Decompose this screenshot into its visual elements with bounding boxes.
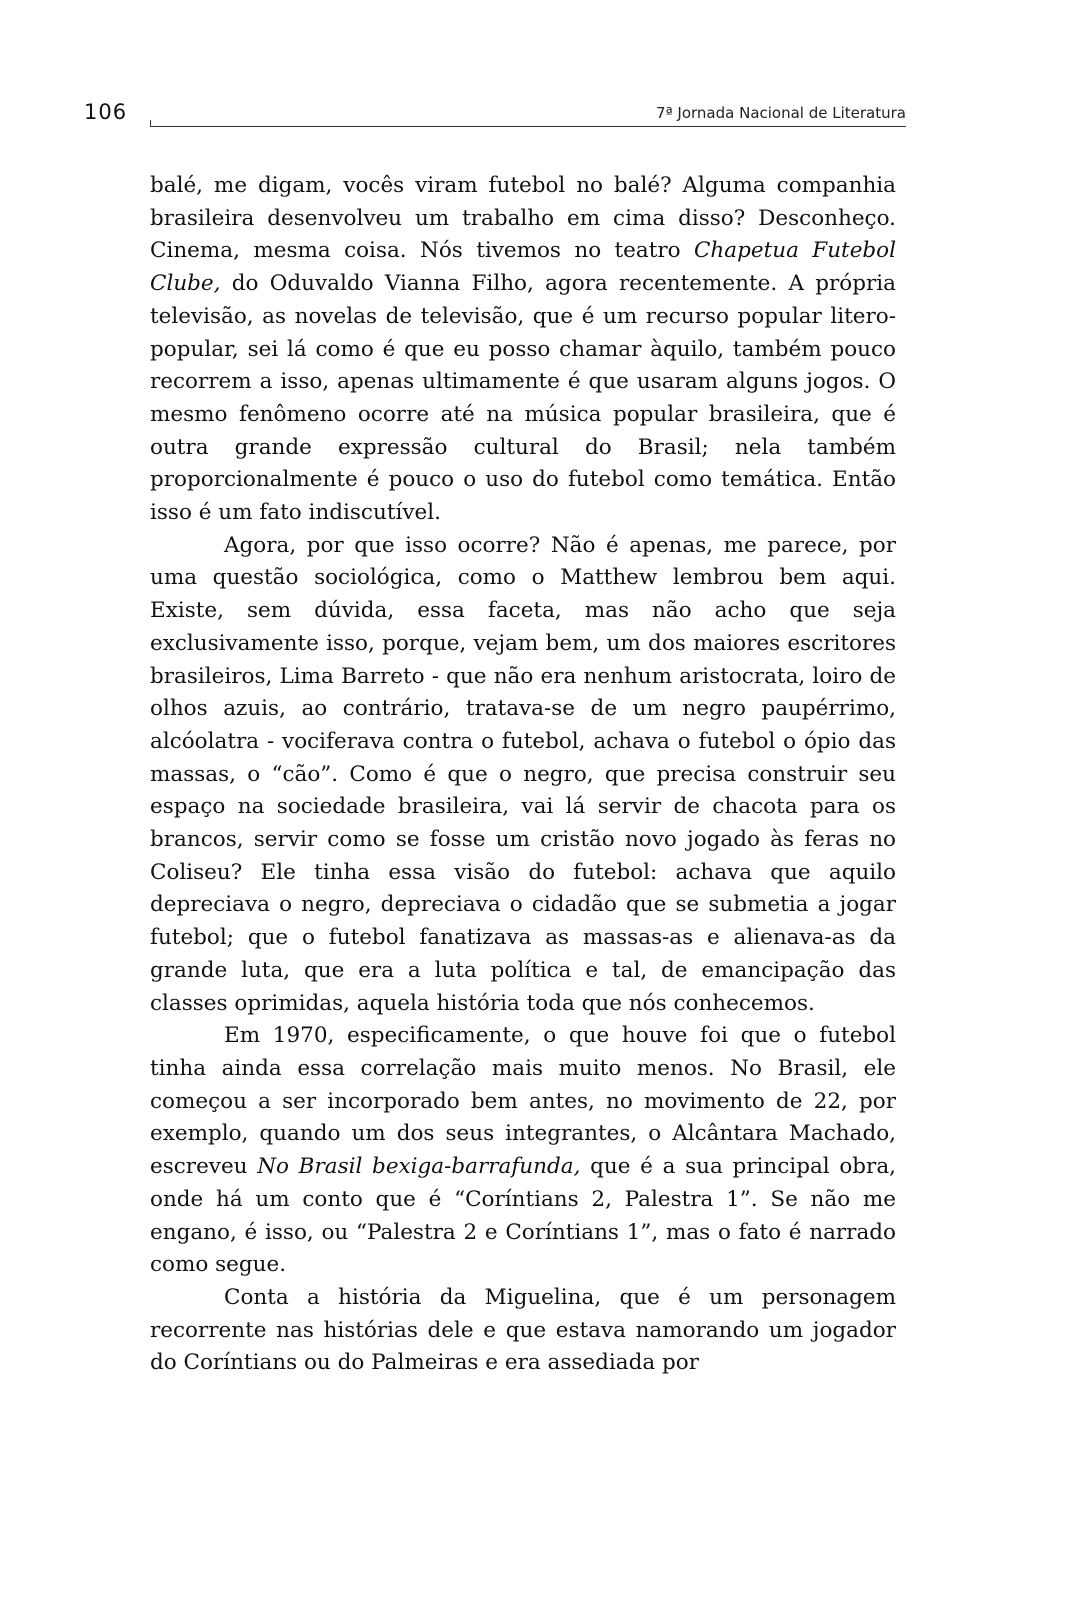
body-text <box>150 170 896 1380</box>
paragraph-1-segment-1: balé, me digam, vocês viram futebol no balé? Alguma companhia brasileira desenvolveu um trabalho em cima disso? Desconheço. Cinema, mesma coisa. Nós tivemos no teatro <box>150 173 896 264</box>
play-title: Chapetua Futebol Clube, <box>150 238 896 297</box>
page-number: 106 <box>84 100 128 124</box>
book-title: No Brasil bexiga-barrafunda, <box>257 1154 581 1180</box>
header-rule <box>150 126 906 127</box>
paragraph-2 <box>150 530 896 1021</box>
paragraph-3-segment-3: que é a sua principal obra, onde há um conto que é “Coríntians 2, Palestra 1”. Se não me engano, é isso, ou “Palestra 2 e Coríntians 1”, mas o fato é narrado como segue. <box>150 1154 896 1278</box>
paragraph-4 <box>150 1282 896 1380</box>
paragraph-2-segment-1: Agora, por que isso ocorre? Não é apenas, me parece, por uma questão sociológica, como o Matthew lembrou bem aqui. Existe, sem dúvida, essa faceta, mas não acho que seja exclusivamente isso, porque, vejam bem, um dos maiores escritores brasileiros, Lima Barreto - que não era nenhum aristocrata, loiro de olhos azuis, ao contrário, tratava-se de um negro paupérrimo, alcóolatra - vociferava contra o futebol, achava o futebol o ópio das massas, o “cão”. Como é que o negro, que precisa construir seu espaço na sociedade brasileira, vai lá servir de chacota para os brancos, servir como se fosse um cristão novo jogado às feras no Coliseu? Ele tinha essa visão do futebol: achava que aquilo depreciava o negro, depreciava o cidadão que se submetia a jogar futebol; que o futebol fanatizava as massas-as e alienava-as da grande luta, que era a luta política e tal, de emancipação das classes oprimidas, aquela história toda que nós conhecemos. <box>150 532 896 1016</box>
page-header <box>84 100 906 130</box>
paragraph-4-segment-1: Conta a história da Miguelina, que é um personagem recorrente nas histórias dele e que estava namorando um jogador do Coríntians ou do Palmeiras e era assediada por <box>150 1284 896 1376</box>
paragraph-1-segment-3: do Oduvaldo Vianna Filho, agora recentemente. A própria televisão, as novelas de televisão, que é um recurso popular litero-popular, sei lá como é que eu posso chamar àquilo, também pouco recorrem a isso, apenas ultimamente é que usaram alguns jogos. O mesmo fenômeno ocorre até na música popular brasileira, que é outra grande expressão cultural do Brasil; nela também proporcionalmente é pouco o uso do futebol como temática. Então isso é um fato indiscutível. <box>150 271 896 526</box>
paragraph-1 <box>150 170 896 530</box>
running-title: 7ª Jornada Nacional de Literatura <box>656 104 906 122</box>
paragraph-3-segment-1: Em 1970, especificamente, o que houve foi que o futebol tinha ainda essa correlação mais muito menos. No Brasil, ele começou a ser incorporado bem antes, no movimento de 22, por exemplo, quando um dos seus integrantes, o Alcântara Machado, escreveu <box>150 1023 896 1180</box>
paragraph-3 <box>150 1020 896 1282</box>
